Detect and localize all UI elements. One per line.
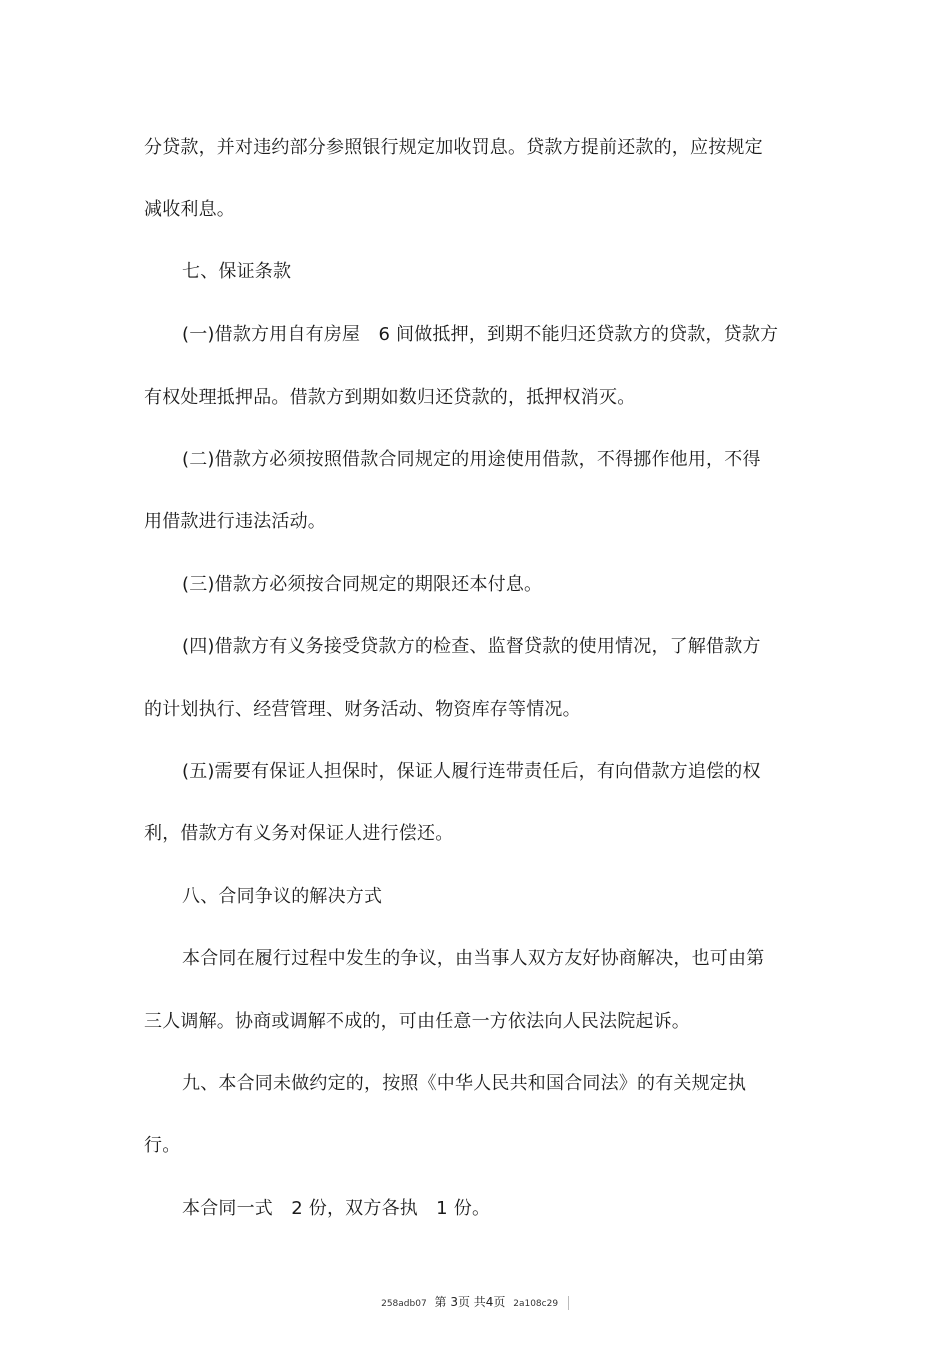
text-line: 三人调解。协商或调解不成的，可由任意一方依法向人民法院起诉。 — [144, 1011, 690, 1032]
text-line: (二)借款方必须按照借款合同规定的用途使用借款，不得挪作他用，不得 — [182, 449, 761, 470]
text-line: 有权处理抵押品。借款方到期如数归还贷款的，抵押权消灭。 — [144, 387, 636, 408]
section-heading: 八、合同争议的解决方式 — [182, 886, 383, 907]
text-line: (五)需要有保证人担保时，保证人履行连带责任后，有向借款方追偿的权 — [182, 761, 761, 782]
text-line: 行。 — [144, 1135, 181, 1156]
text-line: 减收利息。 — [144, 199, 235, 220]
text-line: (一)借款方用自有房屋 6 间做抵押，到期不能归还贷款方的贷款，贷款方 — [182, 324, 779, 345]
text-line: 的计划执行、经营管理、财务活动、物资库存等情况。 — [144, 699, 581, 720]
text-line: 分贷款，并对违约部分参照银行规定加收罚息。贷款方提前还款的，应按规定 — [144, 137, 763, 158]
footer-left-code: 258adb07 — [381, 1299, 427, 1309]
text-line: (四)借款方有义务接受贷款方的检查、监督贷款的使用情况，了解借款方 — [182, 636, 761, 657]
footer-right-code: 2a108c29 — [513, 1299, 559, 1309]
text-line: 九、本合同未做约定的，按照《中华人民共和国合同法》的有关规定执 — [182, 1073, 747, 1094]
text-line: 用借款进行违法活动。 — [144, 511, 326, 532]
page-number: 第 3页 共4页 — [434, 1295, 506, 1309]
text-line: (三)借款方必须按合同规定的期限还本付息。 — [182, 574, 543, 595]
page-footer — [0, 1294, 950, 1312]
footer-divider — [568, 1296, 569, 1310]
text-line: 本合同一式 2 份，双方各执 1 份。 — [182, 1198, 491, 1219]
text-line: 利，借款方有义务对保证人进行偿还。 — [144, 823, 454, 844]
text-line: 本合同在履行过程中发生的争议，由当事人双方友好协商解决，也可由第 — [182, 948, 765, 969]
section-heading: 七、保证条款 — [182, 261, 292, 282]
